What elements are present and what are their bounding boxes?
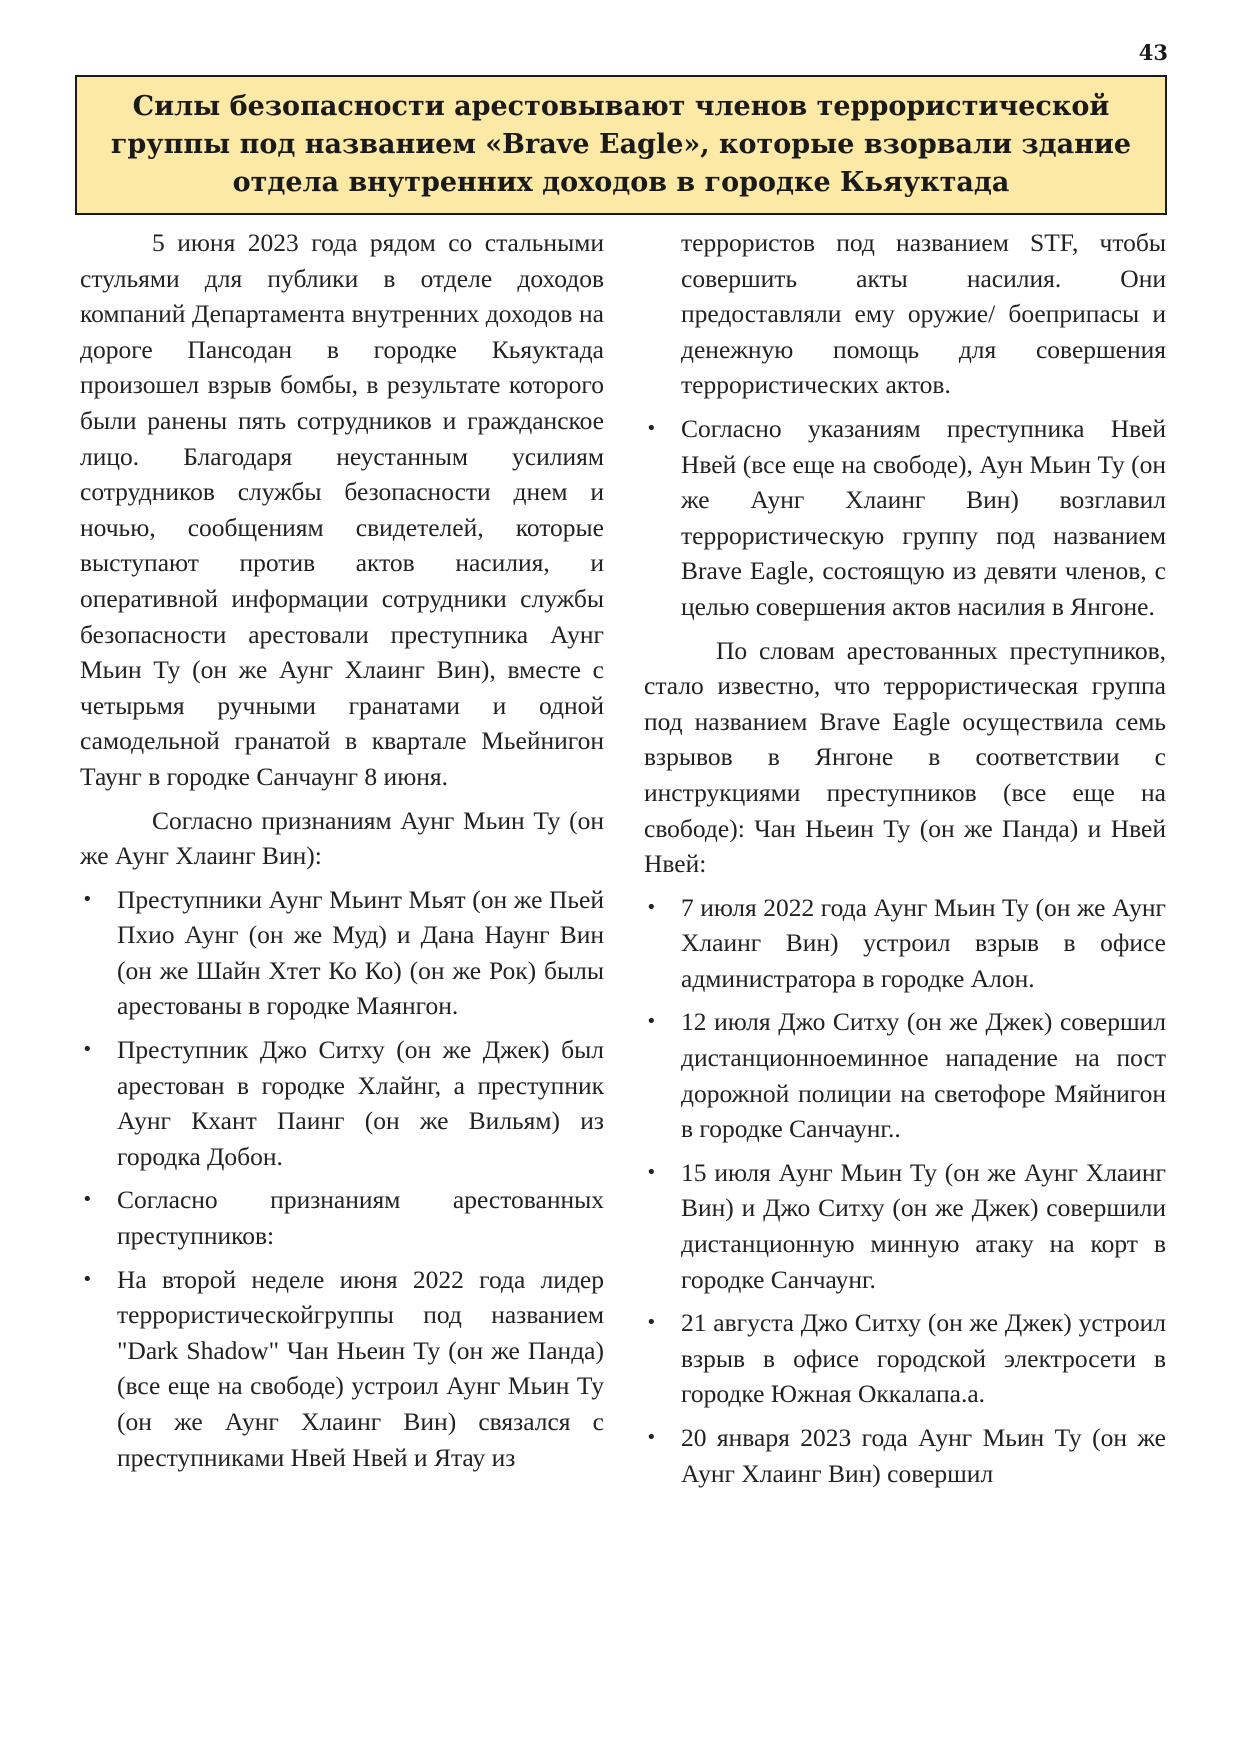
list-item <box>644 890 1166 997</box>
bullet-icon: • <box>646 1427 657 1448</box>
list-item-text: 7 июля 2022 года Аунг Мьин Ту (он же Аунг Хлаинг Вин) устроил взрыв в офисе администратора в городке Алон. <box>681 892 1166 993</box>
explosions-paragraph: По словам арестованных преступников, стало известно, что террористическая группа под названием Brave Eagle осуществила семь взрывов в Янгоне в соответствии с инструкциями преступников (все еще на свободе): Чан Ньеин Ту (он же Панда) и Нвей Нвей: <box>644 635 1166 879</box>
page-number: 43 <box>1138 40 1168 65</box>
list-item-text: Согласно признаниям арестованных преступников: <box>117 1185 604 1251</box>
article-title: Силы безопасности арестовывают членов террористической группы под названием «Brave Eagle», которые взорвали здание отдела внутренних доходов в городке Кьяуктада <box>110 91 1132 198</box>
right-column <box>644 225 1166 1499</box>
bullet-icon: • <box>646 1011 657 1033</box>
list-item-text: 12 июля Джо Ситху (он же Джек) совершил дистанционноеминное нападение на пост дорожной полиции на светофоре Мяйнигон в городке Санчаунг.. <box>681 1007 1166 1144</box>
bullet-icon: • <box>646 417 657 439</box>
list-item <box>80 1262 604 1476</box>
list-item-text: 20 января 2023 года Аунг Мьин Ту (он же Аунг Хлаинг Вин) совершил <box>681 1423 1166 1488</box>
intro-paragraph: 5 июня 2023 года рядом со стальными стульями для публики в отделе доходов компаний Департамента внутренних доходов на дороге Пансодан в городке Кьяуктада произошел взрыв бомбы, в результате которого были ранены пять сотрудников и гражданское лицо. Благодаря неустанным усилиям сотрудников службы безопасности днем и ночью, сообщениям свидетелей, которые выступают против актов насилия, и оперативной информации сотрудники службы безопасности арестовали преступника Аунг Мьин Ту (он же Аунг Хлаинг Вин), вместе с четырьмя ручными гранатами и одной самодельной гранатой в квартале Мьейнигон Таунг в городке Санчаунг 8 июня. <box>80 228 604 791</box>
list-item-text: На второй неделе июня 2022 года лидер террористическойгруппы под названием "Dark Shadow" Чан Ньеин Ту (он же Панда) (все еще на свободе) устроил Аунг Мьин Ту (он же Аунг Хлаинг Вин) связался с преступниками Нвей Нвей и Ятау из <box>117 1264 604 1472</box>
list-item-text: Преступник Джо Ситху (он же Джек) был арестован в городке Хлайнг, а преступник Аунг Кхант Паинг (он же Вильям) из городка Добон. <box>117 1035 604 1171</box>
bullet-icon: • <box>646 1312 657 1334</box>
article-title-box <box>75 75 1167 215</box>
list-item <box>80 882 604 1024</box>
bullet-icon: • <box>82 888 93 910</box>
list-item <box>644 411 1166 625</box>
continued-list-text: террористов под названием STF, чтобы совершить акты насилия. Они предоставляли ему оружие/ боеприпасы и денежную помощь для совершения террористических актов. <box>681 228 1166 400</box>
list-item <box>644 1305 1166 1412</box>
bullet-icon: • <box>646 896 657 918</box>
confession-paragraph: Согласно признаниям Аунг Мьин Ту (он же Аунг Хлаинг Вин): <box>80 805 604 871</box>
right-bullet-list-1 <box>644 411 1166 625</box>
list-item-text: Преступники Аунг Мьинт Мьят (он же Пьей Пхио Аунг (он же Муд) и Дана Наунг Вин (он же Шайн Хтет Ко Ко) (он же Рок) былы арестованы в городке Маянгон. <box>117 884 604 1021</box>
left-column <box>80 225 604 1483</box>
bullet-icon: • <box>646 1161 657 1183</box>
list-item-text: 21 августа Джо Ситху (он же Джек) устроил взрыв в офисе городской электросети в городке Южная Оккалапа.а. <box>681 1308 1166 1409</box>
list-item-text: Согласно указаниям преступника Нвей Нвей (все еще на свободе), Аун Мьин Ту (он же Аунг Хлаинг Вин) возглавил террористическую группу под названием Brave Eagle, состоящую из девяти членов, с целью совершения актов насилия в Янгоне. <box>681 413 1166 621</box>
list-item <box>644 1004 1166 1146</box>
list-item-text: 15 июля Аунг Мьин Ту (он же Аунг Хлаинг Вин) и Джо Ситху (он же Джек) совершили дистанционную минную атаку на корт в городке Санчаунг. <box>681 1157 1166 1294</box>
list-item <box>80 1182 604 1253</box>
bullet-icon: • <box>82 1039 93 1061</box>
left-bullet-list <box>80 882 604 1476</box>
list-item <box>644 1420 1166 1491</box>
list-item <box>80 1032 604 1174</box>
bullet-icon: • <box>82 1189 93 1211</box>
bullet-icon: • <box>82 1268 93 1290</box>
list-item <box>644 1155 1166 1297</box>
right-bullet-list-2 <box>644 890 1166 1492</box>
